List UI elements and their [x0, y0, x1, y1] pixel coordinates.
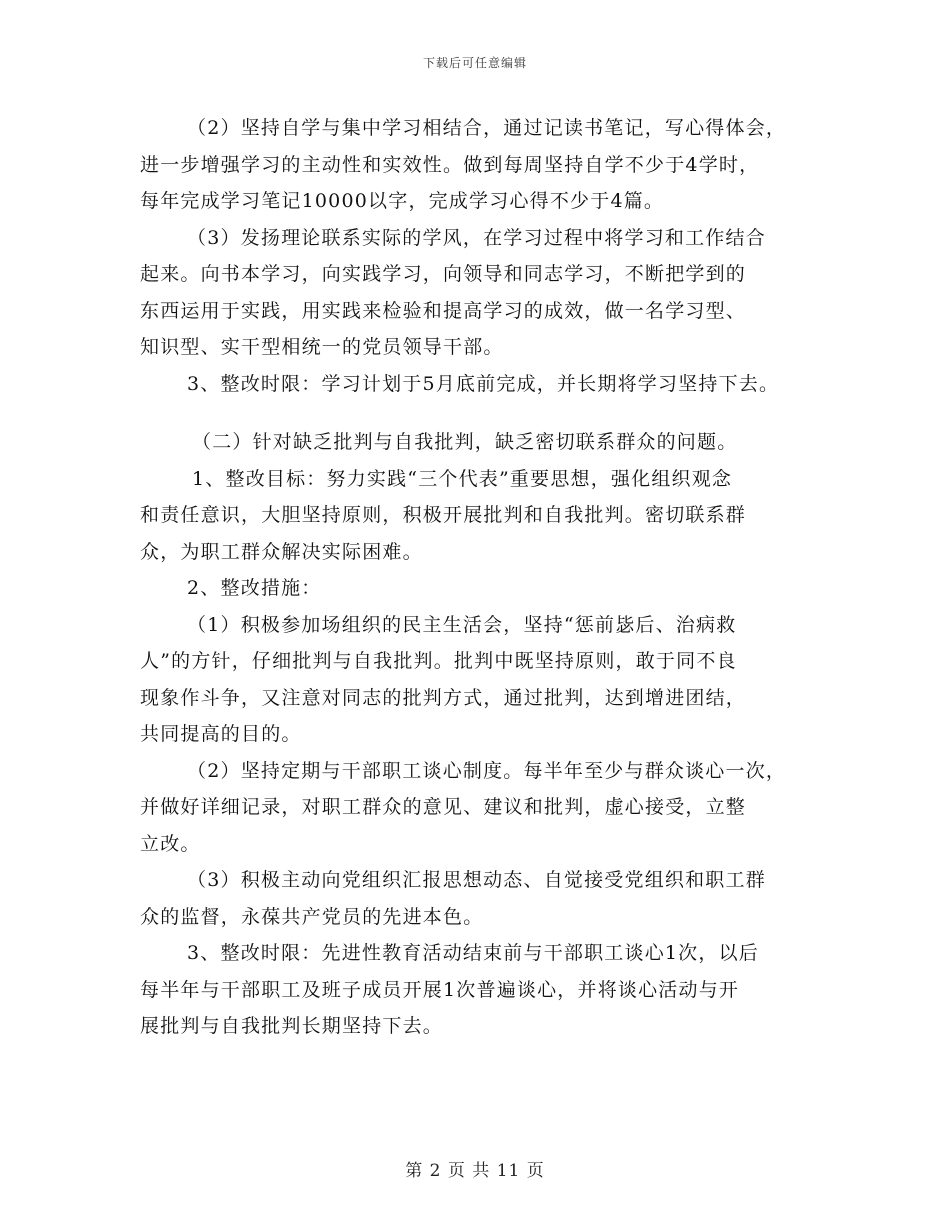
paragraph-line: 众的监督，永葆共产党员的先进本色。 — [140, 905, 484, 928]
paragraph-line: （1）积极参加场组织的民主生活会，坚持“惩前毖后、治病救 — [187, 613, 737, 636]
paragraph-line: 起来。向书本学习，向实践学习，向领导和同志学习，不断把学到的 — [140, 263, 747, 285]
paragraph-line: （2）坚持定期与干部职工谈心制度。每半年至少与群众谈心一次， — [187, 759, 787, 782]
paragraph-line: 知识型、实干型相统一的党员领导干部。 — [140, 336, 504, 358]
paragraph-line: （3）发扬理论联系实际的学风，在学习过程中将学习和工作结合 — [187, 226, 766, 249]
paragraph-line: 每半年与干部职工及班子成员开展1次普遍谈心，并将谈心活动与开 — [140, 978, 740, 1001]
section-heading: （二）针对缺乏批判与自我批判，缺乏密切联系群众的问题。 — [192, 431, 738, 453]
header-note: 下载后可任意编辑 — [422, 56, 527, 70]
paragraph-line: 东西运用于实践，用实践来检验和提高学习的成效，做一名学习型、 — [140, 299, 747, 322]
paragraph-line: 并做好详细记录，对职工群众的意见、建议和批判，虚心接受，立整 — [140, 796, 747, 818]
document-body — [140, 110, 830, 1045]
paragraph-line: 进一步增强学习的主动性和实效性。做到每周坚持自学不少于4学时， — [140, 153, 760, 176]
paragraph-spacer — [140, 402, 830, 424]
paragraph-line: 和责任意识，大胆坚持原则，积极开展批判和自我批判。密切联系群 — [140, 504, 747, 526]
paragraph-line: 众，为职工群众解决实际困难。 — [140, 540, 423, 563]
paragraph-line: 人”的方针，仔细批判与自我批判。批判中既坚持原则，敢于同不良 — [140, 650, 737, 672]
paragraph-line: 每年完成学习笔记10000以字，完成学习心得不少于4篇。 — [140, 190, 665, 212]
page-number: 第 2 页 共 11 页 — [405, 1161, 545, 1181]
paragraph-line: （2）坚持自学与集中学习相结合，通过记读书笔记，写心得体会， — [187, 117, 787, 139]
paragraph-line: 立改。 — [140, 832, 201, 855]
paragraph-line: 现象作斗争，又注意对同志的批判方式，通过批判，达到增进团结， — [140, 686, 747, 709]
paragraph-line: 1、整改目标：努力实践“三个代表”重要思想，强化组织观念 — [192, 467, 733, 490]
paragraph-line: 展批判与自我批判长期坚持下去。 — [140, 1015, 444, 1037]
paragraph-line: 3、整改时限：先进性教育活动结束前与干部职工谈心1次，以后 — [187, 942, 759, 964]
paragraph-line: 3、整改时限：学习计划于5月底前完成，并长期将学习坚持下去。 — [187, 372, 780, 395]
paragraph-line: （3）积极主动向党组织汇报思想动态、自觉接受党组织和职工群 — [187, 869, 766, 891]
paragraph-line: 2、整改措施： — [187, 577, 322, 599]
paragraph-line: 共同提高的目的。 — [140, 723, 302, 745]
